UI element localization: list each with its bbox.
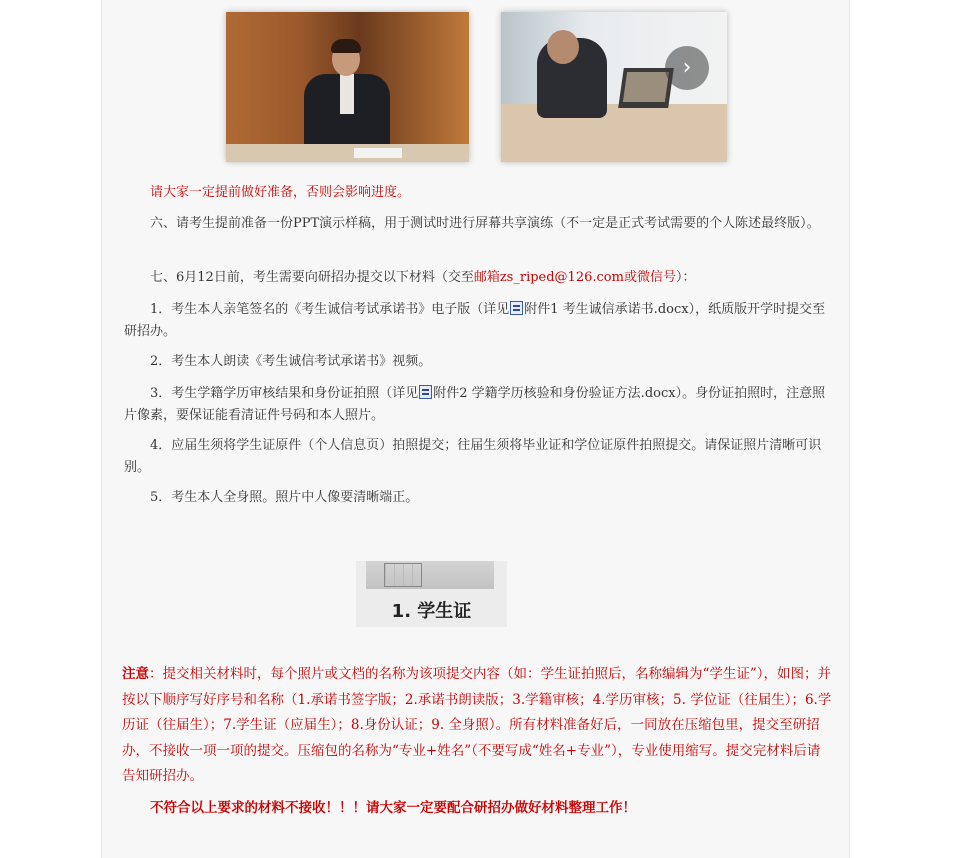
- note-body: ：提交相关材料时，每个照片或文档的名称为该项提交内容（如：学生证拍照后，名称编辑为“学生证”），如图；并按以下顺序写好序号和名称（1.承诺书签字版；2.承诺书朗读版；3.学籍审核；4.学历审核；5. 学位证（往届生）；6.学历证（往届生）；7.学生证（应届生）；8.身份认证；9. 全身照）。所有材料准备好后，一同放在压缩包里，提交至研招办，不接收一项一项的提交。压缩包的名称为“专业+姓名”（不要写成“姓名+专业”），专业使用缩写。提交完材料后请告知研招办。: [122, 666, 832, 784]
- item-six: 六、请考生提前准备一份PPT演示样稿，用于测试时进行屏幕共享演练（不一定是正式考试需要的个人陈述最终版）。: [150, 216, 820, 231]
- final-warning: 不符合以上要求的材料不接收！！！请大家一定要配合研招办做好材料整理工作！: [150, 800, 636, 816]
- material-3-text: 3．考生学籍学历审核结果和身份证拍照（详见: [150, 386, 419, 401]
- article-content: [101, 0, 850, 858]
- interview-photo-left: [226, 12, 469, 162]
- student-id-example-image: [356, 561, 507, 627]
- interview-photo-right: [501, 12, 727, 162]
- prepare-notice: 请大家一定提前做好准备，否则会影响进度。: [150, 185, 411, 200]
- material-1-end: ），纸质版开学时提交至研招办。: [124, 302, 826, 339]
- material-1-text: 1．考生本人亲笔签名的《考生诚信考试承诺书》电子版（详见: [150, 302, 510, 317]
- note-lead: 注意: [122, 666, 149, 682]
- submission-note: [122, 662, 832, 790]
- attachment-2-link[interactable]: 附件2 学籍学历核验和身份验证方法.docx: [433, 386, 676, 401]
- material-3-end: ）。身份证拍照时，注意照片像素，要保证能看清证件号码和本人照片。: [124, 386, 826, 423]
- material-1: [124, 299, 830, 343]
- material-5: 5．考生本人全身照。照片中人像要清晰端正。: [150, 490, 419, 505]
- student-id-caption: 1. 学生证: [391, 601, 472, 622]
- item-seven-end: ）：: [675, 270, 696, 285]
- item-seven: [124, 267, 830, 289]
- attachment-1-link[interactable]: 附件1 考生诚信承诺书.docx: [524, 302, 689, 317]
- material-2: 2．考生本人朗读《考生诚信考试承诺书》视频。: [150, 354, 432, 369]
- submission-email: 邮箱zs_riped@126.com或微信号: [473, 270, 676, 285]
- material-3: [124, 383, 830, 427]
- item-seven-text: 七、6月12日前，考生需要向研招办提交以下材料（交至: [150, 270, 474, 285]
- word-document-icon: [419, 385, 432, 399]
- carousel-next-icon[interactable]: ›: [665, 46, 709, 90]
- material-4: 4．应届生须将学生证原件（个人信息页）拍照提交；往届生须将毕业证和学位证原件拍照提交。请保证照片清晰可识别。: [124, 438, 822, 475]
- word-document-icon: [510, 301, 523, 315]
